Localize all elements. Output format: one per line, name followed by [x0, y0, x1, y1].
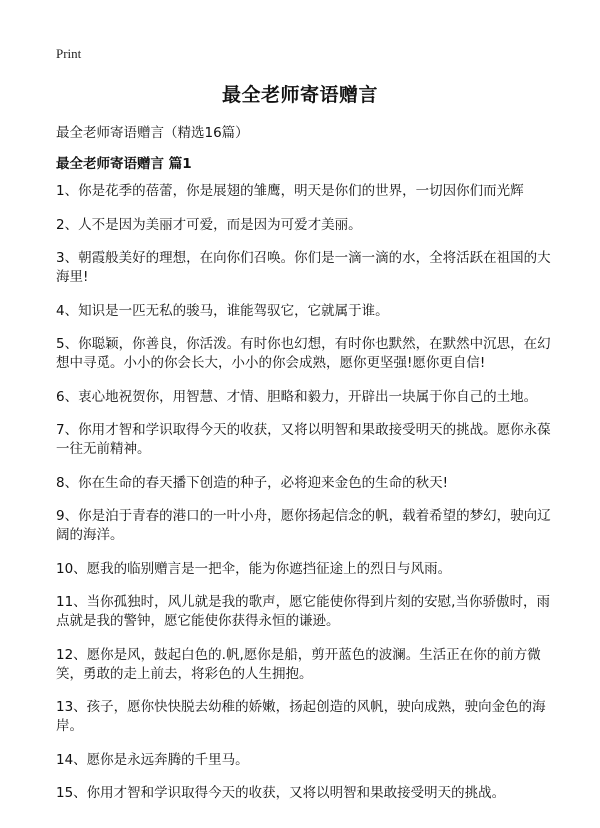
- list-item: 3、朝霞般美好的理想，在向你们召唤。你们是一滴一滴的水，全将活跃在祖国的大海里!: [56, 250, 551, 285]
- list-item: 12、愿你是风，鼓起白色的.帆,愿你是船，剪开蓝色的波澜。生活正在你的前方微笑，勇敢的走上前去，将彩色的人生拥抱。: [56, 646, 541, 682]
- list-item: 15、你用才智和学识取得今天的收获，又将以明智和果敢接受明天的挑战。: [56, 785, 506, 801]
- list-item: 4、知识是一匹无私的骏马，谁能驾驭它，它就属于谁。: [56, 302, 389, 319]
- list-item: 2、人不是因为美丽才可爱，而是因为可爱才美丽。: [56, 216, 362, 233]
- entry-list: [56, 182, 556, 818]
- section-heading: 最全老师寄语赠言 篇1: [56, 156, 192, 172]
- list-item: 13、孩子，愿你快快脱去幼稚的娇嫩，扬起创造的风帆，驶向成熟，驶向金色的海岸。: [56, 699, 546, 734]
- list-item: 8、你在生命的春天播下创造的种子，必将迎来金色的生命的秋天!: [56, 474, 449, 491]
- list-item: 9、你是泊于青春的港口的一叶小舟，愿你扬起信念的帆，载着希望的梦幻，驶向辽阔的海洋。: [56, 508, 551, 543]
- list-item: 1、你是花季的蓓蕾，你是展翅的雏鹰，明天是你们的世界，一切因你们而光辉: [56, 183, 524, 199]
- list-item: 7、你用才智和学识取得今天的收获，又将以明智和果敢接受明天的挑战。愿你永葆一往无前精神。: [56, 422, 551, 457]
- list-item: 6、衷心地祝贺你，用智慧、才情、胆略和毅力，开辟出一块属于你自己的土地。: [56, 388, 538, 405]
- list-item: 10、愿我的临别赠言是一把伞，能为你遮挡征途上的烈日与风雨。: [56, 560, 452, 577]
- print-link[interactable]: Print: [56, 46, 82, 61]
- list-item: 14、愿你是永远奔腾的千里马。: [56, 751, 249, 768]
- page-title: 最全老师寄语赠言: [221, 84, 378, 106]
- list-item: 5、你聪颖，你善良，你活泼。有时你也幻想，有时你也默然，在默然中沉思，在幻想中寻觅。小小的你会长大，小小的你会成熟，愿你更坚强!愿你更自信!: [56, 336, 551, 371]
- list-item: 11、当你孤独时，风儿就是我的歌声，愿它能使你得到片刻的安慰,当你骄傲时，雨点就是我的警钟，愿它能使你获得永恒的谦逊。: [56, 594, 550, 629]
- document-subtitle: 最全老师寄语赠言（精选16篇）: [56, 125, 249, 141]
